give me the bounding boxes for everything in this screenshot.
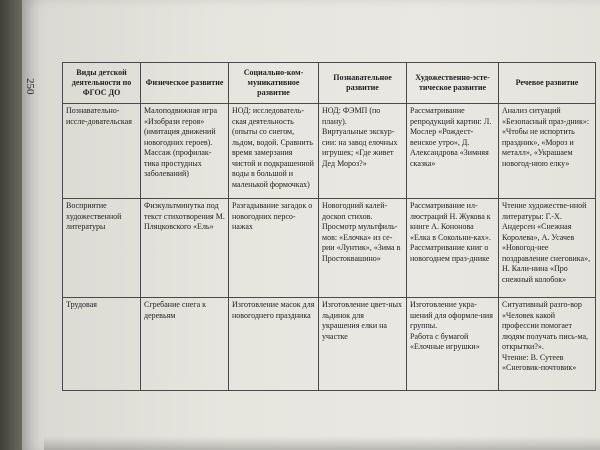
cell-text: Разгадывание загадок о новогодних персо-нажах bbox=[232, 201, 313, 231]
table-cell bbox=[499, 199, 596, 298]
table-row bbox=[63, 298, 596, 391]
cell-text: Изготовление цвет-ных льдинок для украшения елки на участке bbox=[322, 300, 403, 341]
header-social: Социально-ком-муникативное развитие bbox=[229, 63, 319, 104]
table-cell bbox=[407, 104, 499, 199]
cell-text: НОД: исследователь-ская деятельность (опыты со снегом, льдом, водой. Сравнить время замерзания чистой и подкрашенной воды в большой и маленькой формочках) bbox=[232, 106, 314, 189]
cell-text: Изготовление укра-шений для оформле-ния группы. Работа с бумагой «Елочные игрушки» bbox=[410, 300, 493, 351]
table-cell bbox=[407, 298, 499, 391]
cell-text: Рассматривание ил-люстраций Н. Жукова к книге А. Кононова «Елка в Сокольни-ках». Рассматривание книг о новогоднем праз-днике bbox=[410, 201, 491, 263]
cell-text: Сгребание снега к деревьям bbox=[144, 300, 207, 320]
table-header-row bbox=[63, 63, 596, 104]
header-artistic: Художественно-эсте-тическое развитие bbox=[407, 63, 499, 104]
cell-text: Новогодний калей-доскоп стихов. Просмотр мультфиль-мов: «Елочка» из се-рии «Лунтик», «Зима в Простоквашино» bbox=[322, 201, 401, 263]
cell-text: Чтение художестве-нной литературы: Г.-Х. Андерсен «Снежная Королева», А. Усачев «Новогод-нее поздравление снеговика», Н. Кали-нина «Про снежный колобок» bbox=[502, 201, 591, 284]
table-cell bbox=[407, 199, 499, 298]
table-row bbox=[63, 199, 596, 298]
header-speech: Речевое развитие bbox=[499, 63, 596, 104]
cell-text: Ситуативный разго-вор «Человек какой профессии помогает людям получать пись-ма, открытки?». Чтение: В. Сутеев «Снеговик-почтовик» bbox=[502, 300, 589, 372]
table-cell bbox=[319, 298, 407, 391]
cell-text: Познавательно-иссле-довательская bbox=[66, 106, 132, 126]
table-cell bbox=[141, 104, 229, 199]
table-row bbox=[63, 104, 596, 199]
row-activity-label bbox=[63, 199, 141, 298]
table-cell bbox=[229, 199, 319, 298]
cell-text: Анализ ситуаций «Безопасный праз-дник»: «Чтобы не испортить праздник», «Мороз и металл», «Украшаем новогод-нюю елку» bbox=[502, 106, 590, 168]
header-activity-type: Виды детской деятельности по ФГОС ДО bbox=[63, 63, 141, 104]
book-spine bbox=[0, 0, 22, 450]
table-cell bbox=[141, 298, 229, 391]
table-cell bbox=[319, 104, 407, 199]
cell-text: Рассматривание репродукций картин: Л. Мослер «Рождест-венское утро», Д. Александрова «Зимняя сказка» bbox=[410, 106, 492, 168]
activity-table bbox=[62, 62, 596, 391]
table-cell bbox=[229, 104, 319, 199]
table-cell bbox=[499, 298, 596, 391]
cell-text: Восприятие художественной литературы bbox=[66, 201, 122, 231]
table-cell bbox=[229, 298, 319, 391]
cell-text: Изготовление масок для новогоднего праздника bbox=[232, 300, 315, 320]
header-cognitive: Познавательное развитие bbox=[319, 63, 407, 104]
cell-text: Трудовая bbox=[66, 300, 97, 309]
book-page bbox=[22, 0, 600, 450]
table-cell bbox=[319, 199, 407, 298]
cell-text: Физкультминутка под текст стихотворения М. Пляцковского «Ель» bbox=[144, 201, 225, 231]
page-number: 250 bbox=[24, 78, 36, 95]
cell-text: Малоподвижная игра «Изобрази героя» (имитация движений новогодних героев). Массаж (профилак-тика простудных заболеваний) bbox=[144, 106, 218, 178]
row-activity-label bbox=[63, 298, 141, 391]
table-cell bbox=[141, 199, 229, 298]
page-shadow bbox=[44, 436, 600, 450]
table-cell bbox=[499, 104, 596, 199]
row-activity-label bbox=[63, 104, 141, 199]
cell-text: НОД: ФЭМП (по плану). Виртуальные экскур-сии: на завод елочных игрушек; «Где живет Дед Мороз?» bbox=[322, 106, 398, 168]
header-physical: Физическое развитие bbox=[141, 63, 229, 104]
